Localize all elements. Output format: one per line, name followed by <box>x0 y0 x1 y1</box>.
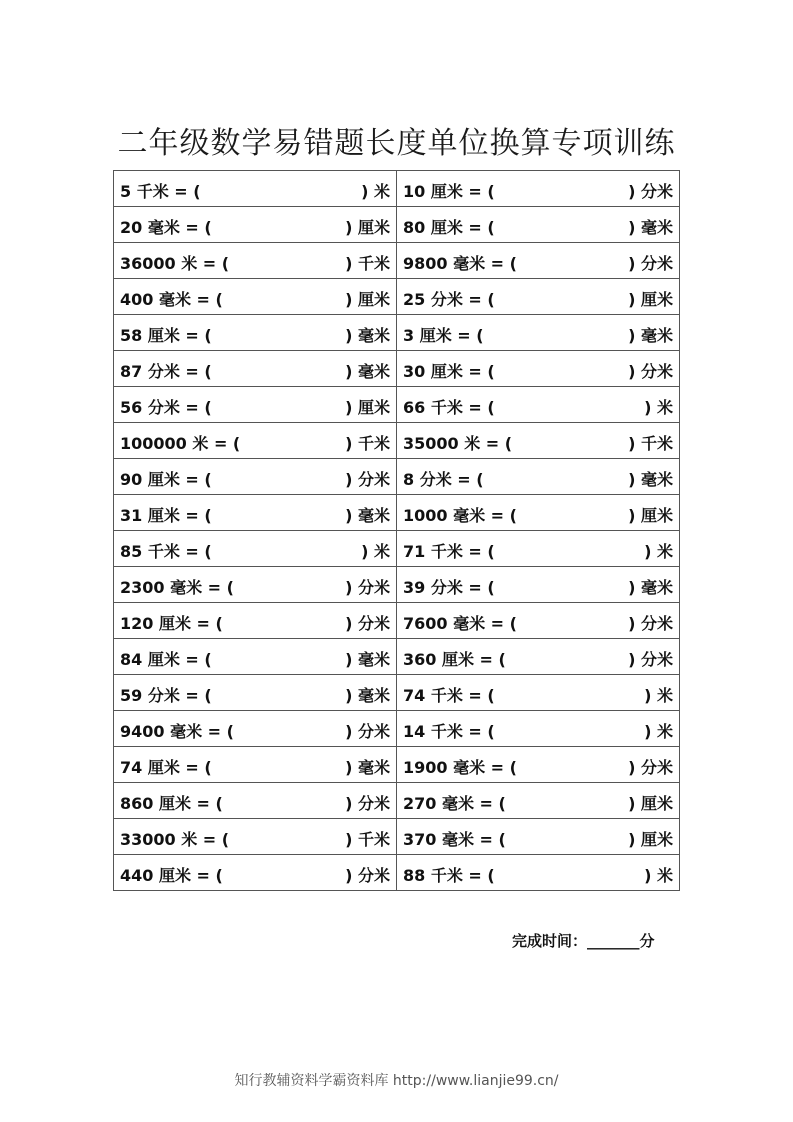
exercise-cell <box>114 207 397 243</box>
answer-unit: ) 千米 <box>345 830 390 849</box>
exercise-cell <box>114 711 397 747</box>
table-row <box>114 531 680 567</box>
question-text: 74 千米 = ( <box>403 686 495 705</box>
table-row <box>114 315 680 351</box>
question-text: 25 分米 = ( <box>403 290 495 309</box>
question-text: 9800 毫米 = ( <box>403 254 517 273</box>
question-text: 100000 米 = ( <box>120 434 241 453</box>
exercise-table <box>113 170 680 891</box>
question-text: 8 分米 = ( <box>403 470 484 489</box>
question-text: 80 厘米 = ( <box>403 218 495 237</box>
answer-unit: ) 毫米 <box>345 650 390 669</box>
answer-unit: ) 米 <box>644 542 673 561</box>
table-row <box>114 855 680 891</box>
exercise-cell <box>114 351 397 387</box>
question-text: 270 毫米 = ( <box>403 794 506 813</box>
question-text: 14 千米 = ( <box>403 722 495 741</box>
question-text: 84 厘米 = ( <box>120 650 212 669</box>
answer-unit: ) 毫米 <box>345 506 390 525</box>
answer-unit: ) 毫米 <box>628 326 673 345</box>
question-text: 5 千米 = ( <box>120 182 201 201</box>
table-row <box>114 207 680 243</box>
exercise-cell <box>397 207 680 243</box>
exercise-cell <box>397 351 680 387</box>
answer-unit: ) 分米 <box>628 650 673 669</box>
question-text: 860 厘米 = ( <box>120 794 223 813</box>
table-row <box>114 675 680 711</box>
exercise-cell <box>397 423 680 459</box>
answer-unit: ) 厘米 <box>628 830 673 849</box>
answer-unit: ) 分米 <box>628 254 673 273</box>
exercise-cell <box>397 495 680 531</box>
question-text: 7600 毫米 = ( <box>403 614 517 633</box>
question-text: 58 厘米 = ( <box>120 326 212 345</box>
question-text: 87 分米 = ( <box>120 362 212 381</box>
exercise-cell <box>397 675 680 711</box>
answer-unit: ) 毫米 <box>345 326 390 345</box>
exercise-cell <box>114 243 397 279</box>
answer-unit: ) 厘米 <box>345 398 390 417</box>
exercise-cell <box>397 567 680 603</box>
answer-unit: ) 厘米 <box>345 218 390 237</box>
table-row <box>114 387 680 423</box>
table-row <box>114 747 680 783</box>
question-text: 370 毫米 = ( <box>403 830 506 849</box>
table-row <box>114 783 680 819</box>
answer-unit: ) 毫米 <box>345 758 390 777</box>
question-text: 66 千米 = ( <box>403 398 495 417</box>
question-text: 90 厘米 = ( <box>120 470 212 489</box>
answer-unit: ) 米 <box>644 722 673 741</box>
answer-unit: ) 千米 <box>345 254 390 273</box>
answer-unit: ) 分米 <box>345 614 390 633</box>
answer-unit: ) 分米 <box>628 758 673 777</box>
question-text: 10 厘米 = ( <box>403 182 495 201</box>
answer-unit: ) 毫米 <box>628 578 673 597</box>
question-text: 39 分米 = ( <box>403 578 495 597</box>
exercise-cell <box>397 855 680 891</box>
answer-unit: ) 分米 <box>628 362 673 381</box>
answer-unit: ) 分米 <box>628 182 673 201</box>
exercise-cell <box>114 495 397 531</box>
answer-unit: ) 千米 <box>345 434 390 453</box>
table-row <box>114 639 680 675</box>
exercise-cell <box>114 783 397 819</box>
answer-unit: ) 毫米 <box>628 218 673 237</box>
exercise-cell <box>397 819 680 855</box>
exercise-cell <box>114 639 397 675</box>
answer-unit: ) 分米 <box>345 722 390 741</box>
question-text: 35000 米 = ( <box>403 434 513 453</box>
question-text: 31 厘米 = ( <box>120 506 212 525</box>
answer-unit: ) 分米 <box>345 470 390 489</box>
exercise-cell <box>114 819 397 855</box>
question-text: 9400 毫米 = ( <box>120 722 234 741</box>
exercise-cell <box>397 387 680 423</box>
answer-unit: ) 分米 <box>345 866 390 885</box>
table-row <box>114 567 680 603</box>
question-text: 88 千米 = ( <box>403 866 495 885</box>
answer-unit: ) 厘米 <box>345 290 390 309</box>
exercise-cell <box>114 855 397 891</box>
question-text: 400 毫米 = ( <box>120 290 223 309</box>
exercise-cell <box>114 171 397 207</box>
question-text: 1000 毫米 = ( <box>403 506 517 525</box>
question-text: 440 厘米 = ( <box>120 866 223 885</box>
answer-unit: ) 厘米 <box>628 794 673 813</box>
question-text: 85 千米 = ( <box>120 542 212 561</box>
exercise-cell <box>397 279 680 315</box>
question-text: 2300 毫米 = ( <box>120 578 234 597</box>
exercise-cell <box>397 783 680 819</box>
exercise-cell <box>397 171 680 207</box>
exercise-cell <box>397 243 680 279</box>
exercise-cell <box>397 315 680 351</box>
exercise-cell <box>114 675 397 711</box>
exercise-cell <box>114 423 397 459</box>
answer-unit: ) 米 <box>644 686 673 705</box>
table-row <box>114 243 680 279</box>
site-footer: 知行教辅资料学霸资料库 http://www.lianjie99.cn/ <box>234 1073 559 1089</box>
answer-unit: ) 厘米 <box>628 290 673 309</box>
answer-unit: ) 分米 <box>628 614 673 633</box>
question-text: 36000 米 = ( <box>120 254 230 273</box>
answer-unit: ) 毫米 <box>345 362 390 381</box>
exercise-cell <box>114 279 397 315</box>
page-title: 二年级数学易错题长度单位换算专项训练 <box>117 126 676 161</box>
question-text: 1900 毫米 = ( <box>403 758 517 777</box>
exercise-cell <box>397 531 680 567</box>
question-text: 33000 米 = ( <box>120 830 230 849</box>
answer-unit: ) 千米 <box>628 434 673 453</box>
exercise-cell <box>397 711 680 747</box>
question-text: 3 厘米 = ( <box>403 326 484 345</box>
table-row <box>114 459 680 495</box>
question-text: 56 分米 = ( <box>120 398 212 417</box>
exercise-cell <box>397 747 680 783</box>
answer-unit: ) 米 <box>644 866 673 885</box>
answer-unit: ) 分米 <box>345 578 390 597</box>
answer-unit: ) 厘米 <box>628 506 673 525</box>
answer-unit: ) 米 <box>644 398 673 417</box>
exercise-cell <box>114 567 397 603</box>
exercise-cell <box>397 459 680 495</box>
table-row <box>114 351 680 387</box>
exercise-cell <box>397 639 680 675</box>
exercise-cell <box>114 747 397 783</box>
answer-unit: ) 毫米 <box>345 686 390 705</box>
answer-unit: ) 毫米 <box>628 470 673 489</box>
exercise-cell <box>114 387 397 423</box>
question-text: 74 厘米 = ( <box>120 758 212 777</box>
exercise-cell <box>397 603 680 639</box>
table-row <box>114 423 680 459</box>
exercise-cell <box>114 531 397 567</box>
table-row <box>114 495 680 531</box>
exercise-cell <box>114 459 397 495</box>
question-text: 20 毫米 = ( <box>120 218 212 237</box>
exercise-cell <box>114 315 397 351</box>
table-row <box>114 819 680 855</box>
completion-time: 完成时间：_______分 <box>512 932 655 950</box>
question-text: 120 厘米 = ( <box>120 614 223 633</box>
question-text: 59 分米 = ( <box>120 686 212 705</box>
table-row <box>114 279 680 315</box>
answer-unit: ) 米 <box>361 182 390 201</box>
table-row <box>114 171 680 207</box>
question-text: 30 厘米 = ( <box>403 362 495 381</box>
table-row <box>114 603 680 639</box>
answer-unit: ) 分米 <box>345 794 390 813</box>
question-text: 360 厘米 = ( <box>403 650 506 669</box>
table-row <box>114 711 680 747</box>
question-text: 71 千米 = ( <box>403 542 495 561</box>
answer-unit: ) 米 <box>361 542 390 561</box>
exercise-cell <box>114 603 397 639</box>
